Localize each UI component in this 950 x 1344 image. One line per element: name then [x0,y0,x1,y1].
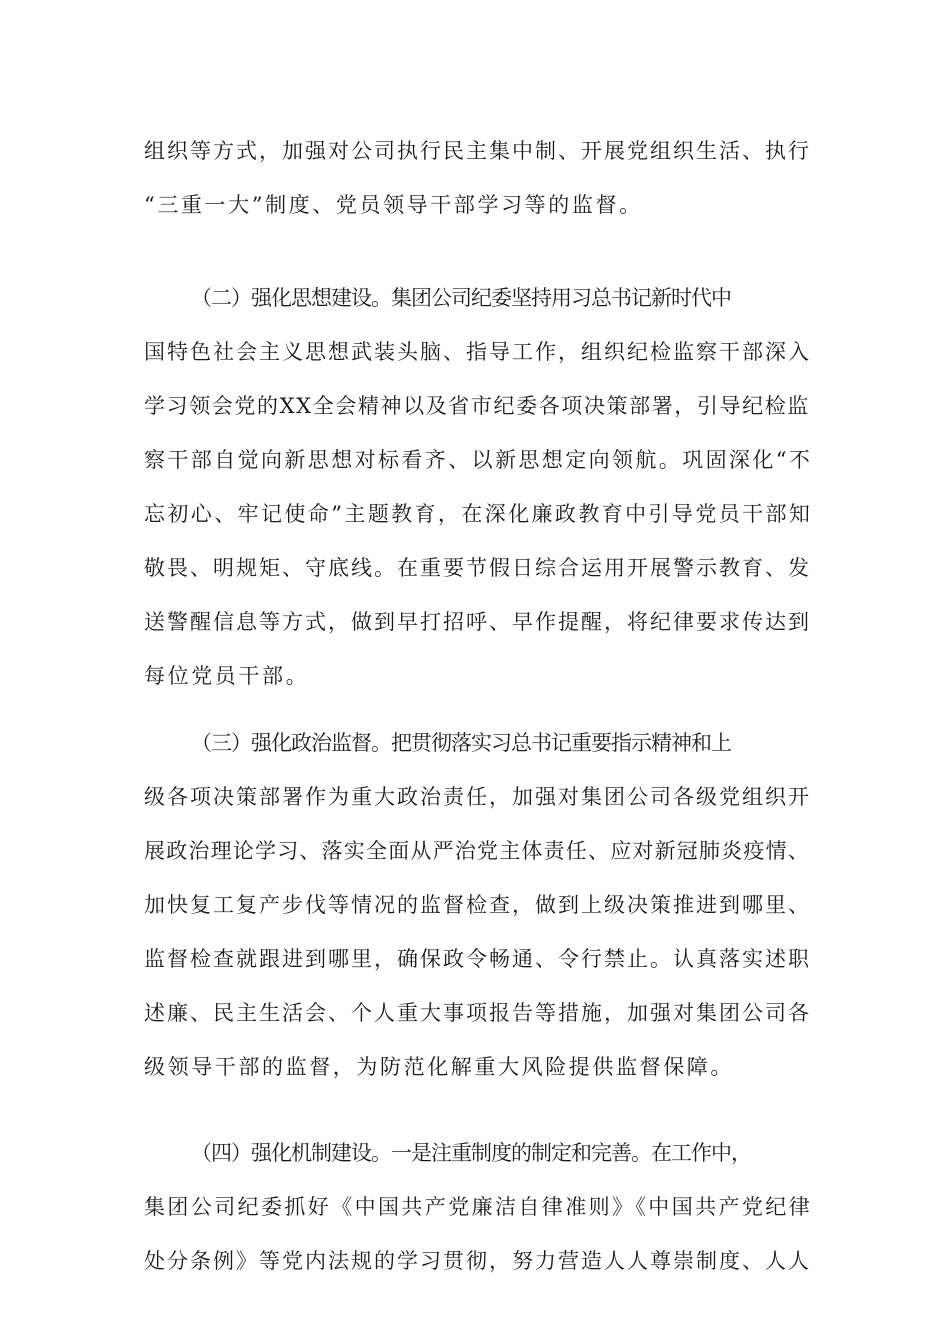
paragraph-heading-line: （三）强化政治监督。把贯彻落实习总书记重要指示精神和上 [191,731,731,755]
text-line: 组织等方式，加强对公司执行民主集中制、开展党组织生活、执行 [144,139,811,163]
text-line: 述廉、民主生活会、个人重大事项报告等措施，加强对集团公司各 [144,1001,811,1025]
text-line: 集团公司纪委抓好《中国共产党廉洁自律准则》《中国共产党纪律 [144,1195,813,1219]
paragraph-heading-line: （二）强化思想建设。集团公司纪委坚持用习总书记新时代中 [191,286,731,310]
text-line: 敬畏、明规矩、守底线。在重要节假日综合运用开展警示教育、发 [144,556,811,580]
text-line: 察干部自觉向新思想对标看齐、以新思想定向领航。巩固深化“不 [144,448,813,472]
text-line: 加快复工复产步伐等情况的监督检查，做到上级决策推进到哪里、 [144,893,811,917]
text-line: 送警醒信息等方式，做到早打招呼、早作提醒，将纪律要求传达到 [144,610,811,634]
text-line: 每位党员干部。 [144,664,310,688]
text-line: “三重一大”制度、党员领导干部学习等的监督。 [144,193,643,217]
text-line: 处分条例》等党内法规的学习贯彻，努力营造人人尊崇制度、人人 [144,1249,811,1273]
text-line: 级各项决策部署作为重大政治责任，加强对集团公司各级党组织开 [144,785,811,809]
text-line: 学习领会党的XX全会精神以及省市纪委各项决策部署，引导纪检监 [144,394,810,418]
text-line: 忘初心、牢记使命”主题教育，在深化廉政教育中引导党员干部知 [144,502,813,526]
text-line: 展政治理论学习、落实全面从严治党主体责任、应对新冠肺炎疫情、 [144,839,810,863]
text-line: 国特色社会主义思想武装头脑、指导工作，组织纪检监察干部深入 [144,340,811,364]
paragraph-heading-line: （四）强化机制建设。一是注重制度的制定和完善。在工作中， [191,1141,751,1165]
text-line: 监督检查就跟进到哪里，确保政令畅通、令行禁止。认真落实述职 [144,947,811,971]
text-line: 级领导干部的监督，为防范化解重大风险提供监督保障。 [144,1055,734,1079]
